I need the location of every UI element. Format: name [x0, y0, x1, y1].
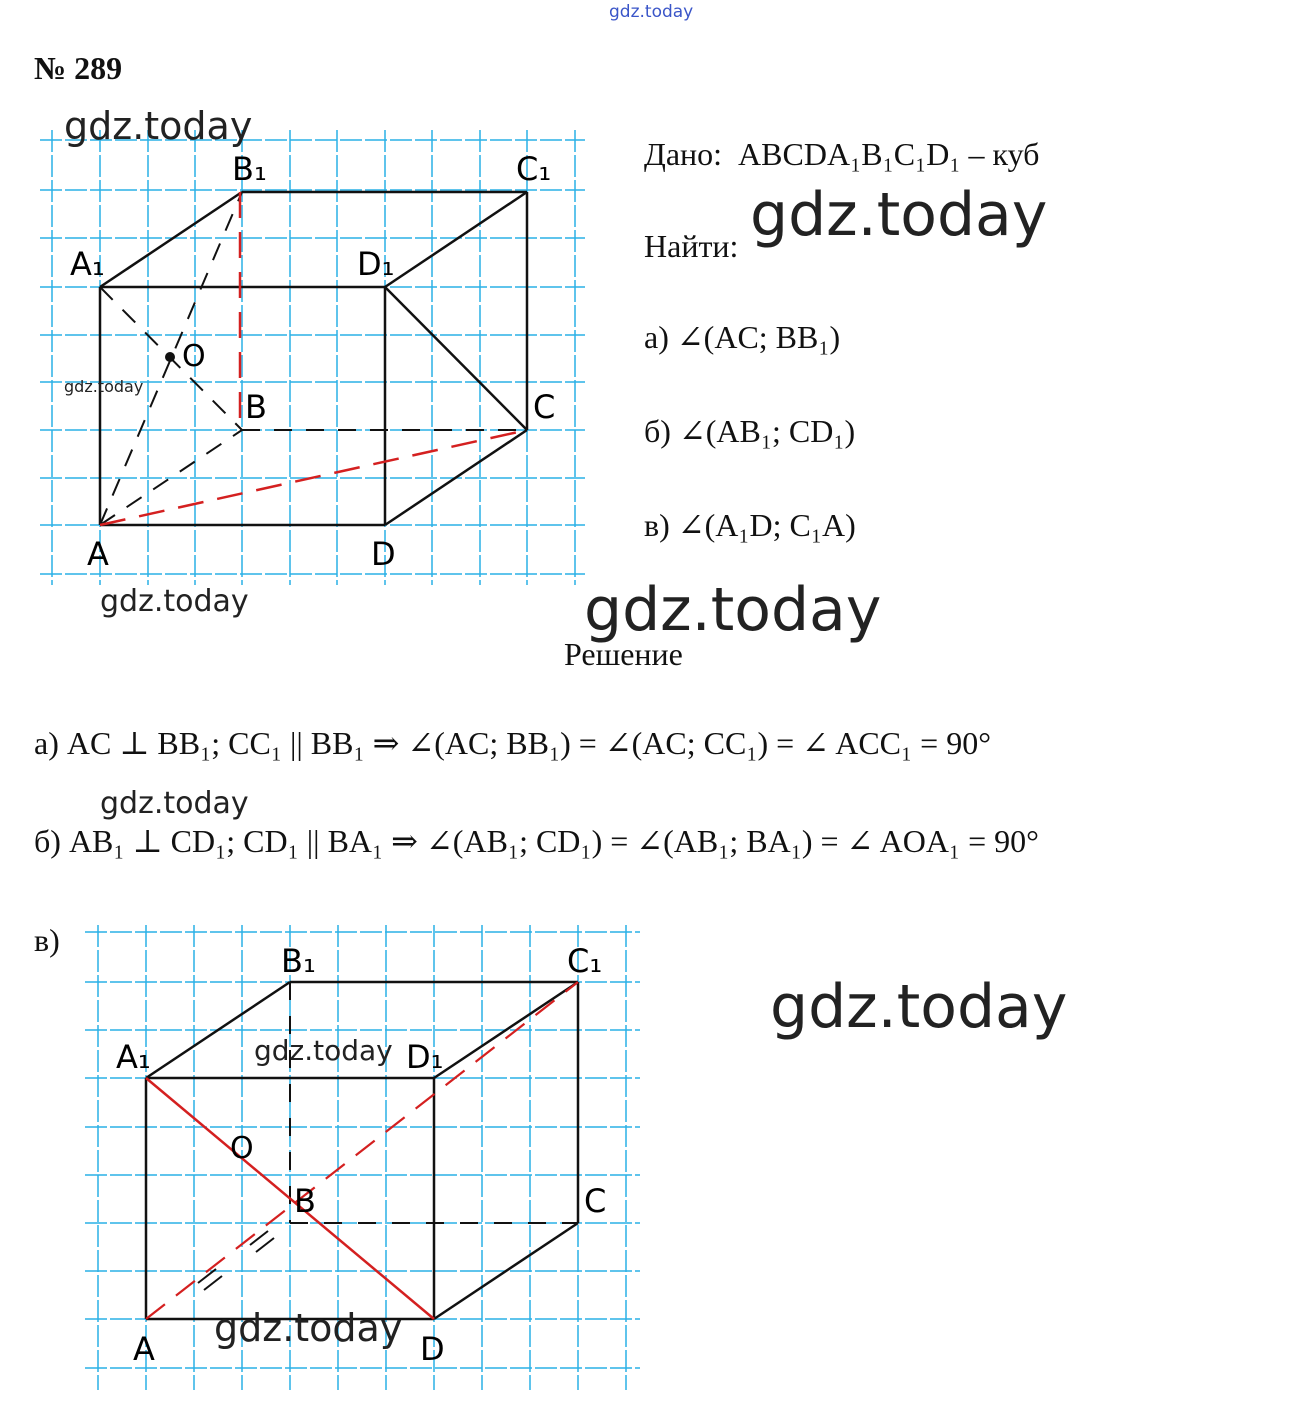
fig1-label-B1: B₁: [232, 150, 267, 188]
solution-line-a: а) AC ⊥ BB₁; CC₁ || BB₁ ⇒ ∠(AC; BB₁) = ∠(AC; CC₁) = ∠ ACC₁ = 90°: [34, 725, 992, 761]
fig1-label-B: B: [245, 388, 267, 426]
fig1-label-D1: D₁: [357, 245, 395, 283]
figure-1-hidden-edges: [100, 192, 527, 525]
figure-1-grid: [40, 130, 585, 585]
find-label: Найти:: [644, 228, 739, 264]
figure-1-highlight: [100, 192, 527, 525]
fig2-label-B1: B₁: [281, 942, 316, 980]
fig1-label-C: C: [533, 388, 556, 426]
watermark-solution-b: gdz.today: [100, 786, 249, 821]
given-label: Дано:: [644, 136, 723, 172]
figure-2-equal-marks: [198, 1231, 274, 1290]
figure-1-edges: [100, 192, 527, 525]
fig1-label-D: D: [371, 535, 396, 573]
watermark-given: gdz.today: [750, 180, 1048, 250]
solution-line-b: б) AB₁ ⊥ CD₁; CD₁ || BA₁ ⇒ ∠(AB₁; CD₁) = ∠(AB₁; BA₁) = ∠ AOA₁ = 90°: [34, 823, 1039, 859]
given-text: ABCDA₁B₁C₁D₁ – куб: [738, 136, 1040, 172]
watermark-fig2-mid: gdz.today: [254, 1034, 393, 1067]
fig2-label-C: C: [584, 1182, 607, 1220]
watermark-solution: gdz.today: [584, 575, 882, 645]
fig1-label-A: A: [87, 535, 109, 573]
find-item-b: б) ∠(AB₁; CD₁): [644, 413, 856, 449]
fig2-label-O: O: [230, 1131, 254, 1166]
watermark-fig1-bottom: gdz.today: [100, 584, 249, 619]
fig2-label-D1: D₁: [406, 1038, 444, 1076]
figure-1-cube: [0, 0, 600, 600]
fig2-label-C1: C₁: [567, 942, 603, 980]
fig2-label-A: A: [133, 1330, 155, 1368]
fig1-label-C1: C₁: [516, 150, 552, 188]
figure-1-point-o: [165, 352, 175, 362]
fig2-label-B: B: [294, 1182, 316, 1220]
top-watermark: gdz.today: [609, 2, 694, 22]
given-line: [644, 136, 1039, 173]
solution-line-v: в): [34, 922, 60, 958]
figure-2-diag-ac1: [146, 982, 578, 1319]
watermark-fig2-bottom: gdz.today: [214, 1306, 403, 1350]
find-item-a: а) ∠(AC; BB₁): [644, 319, 841, 355]
find-item-v: в) ∠(A₁D; C₁A): [644, 507, 856, 543]
solution-title: Решение: [564, 636, 683, 672]
watermark-fig2-right: gdz.today: [770, 972, 1068, 1042]
watermark-fig1-mid: gdz.today: [64, 377, 144, 396]
fig1-label-A1: A₁: [70, 245, 105, 283]
problem-number: № 289: [34, 50, 123, 86]
fig2-label-D: D: [420, 1330, 445, 1368]
fig1-label-O: O: [182, 339, 206, 374]
watermark-fig1-top: gdz.today: [64, 104, 253, 148]
fig2-label-A1: A₁: [116, 1038, 151, 1076]
